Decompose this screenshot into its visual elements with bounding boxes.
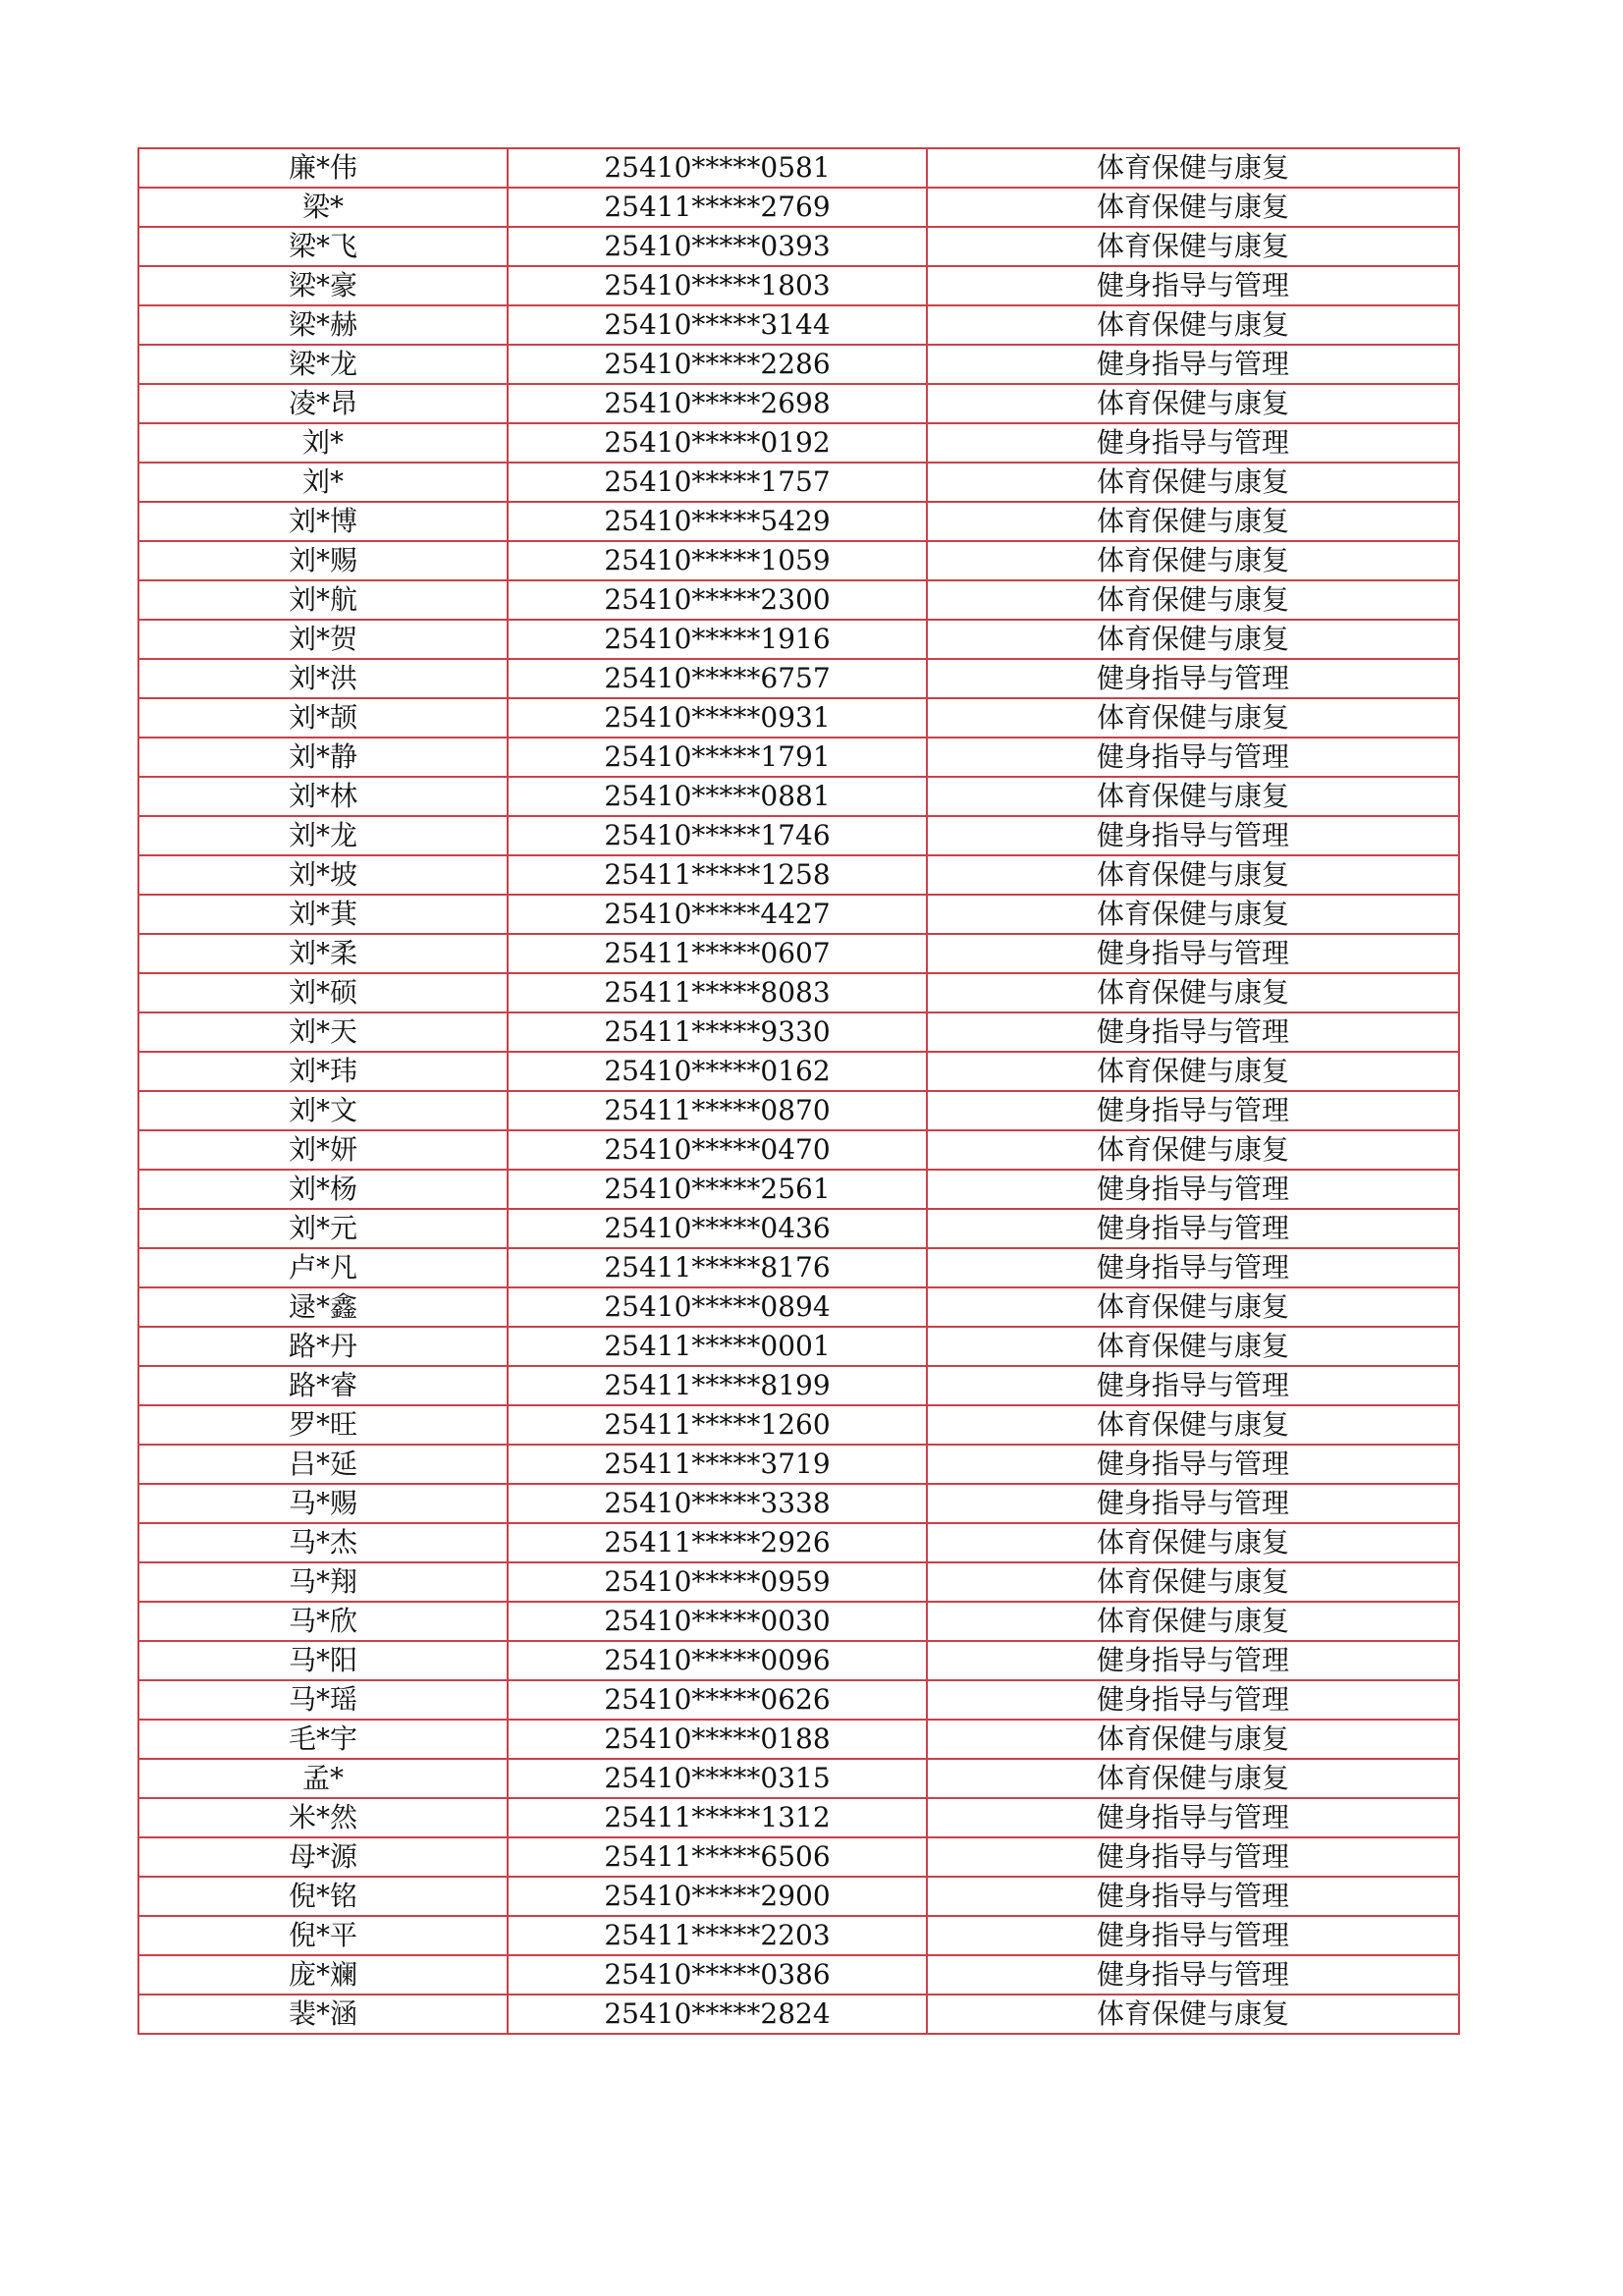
major-cell: 健身指导与管理	[927, 1091, 1459, 1130]
major-cell: 健身指导与管理	[927, 816, 1459, 855]
major-cell: 体育保健与康复	[927, 188, 1459, 227]
major-cell: 体育保健与康复	[927, 1130, 1459, 1170]
student-name-cell: 刘*文	[138, 1091, 508, 1130]
student-name-cell: 刘*贺	[138, 620, 508, 659]
student-name-cell: 吕*延	[138, 1445, 508, 1484]
student-id-cell: 25411*****1312	[508, 1798, 927, 1837]
major-cell: 健身指导与管理	[927, 1916, 1459, 1955]
table-row	[138, 738, 1459, 777]
table-row	[138, 973, 1459, 1012]
major-cell: 体育保健与康复	[927, 1523, 1459, 1562]
student-name-cell: 裴*涵	[138, 1995, 508, 2034]
student-name-cell: 罗*旺	[138, 1405, 508, 1445]
student-id-cell: 25410*****0393	[508, 227, 927, 266]
student-id-cell: 25410*****0470	[508, 1130, 927, 1170]
table-row	[138, 1366, 1459, 1405]
student-id-cell: 25410*****0386	[508, 1955, 927, 1995]
student-name-cell: 刘*妍	[138, 1130, 508, 1170]
student-id-cell: 25411*****8083	[508, 973, 927, 1012]
student-id-cell: 25410*****0315	[508, 1759, 927, 1798]
roster-table	[137, 147, 1460, 2035]
roster-body	[138, 148, 1459, 2034]
student-name-cell: 逯*鑫	[138, 1287, 508, 1327]
major-cell: 健身指导与管理	[927, 934, 1459, 973]
student-name-cell: 梁*	[138, 188, 508, 227]
student-id-cell: 25410*****1791	[508, 738, 927, 777]
student-id-cell: 25410*****0436	[508, 1209, 927, 1248]
major-cell: 体育保健与康复	[927, 227, 1459, 266]
major-cell: 体育保健与康复	[927, 1759, 1459, 1798]
student-id-cell: 25410*****0030	[508, 1602, 927, 1641]
table-row	[138, 148, 1459, 188]
student-id-cell: 25410*****0881	[508, 777, 927, 816]
table-row	[138, 1602, 1459, 1641]
student-name-cell: 梁*赫	[138, 305, 508, 345]
table-row	[138, 620, 1459, 659]
major-cell: 健身指导与管理	[927, 1641, 1459, 1680]
table-row	[138, 1916, 1459, 1955]
student-name-cell: 马*赐	[138, 1484, 508, 1523]
student-name-cell: 刘*林	[138, 777, 508, 816]
major-cell: 体育保健与康复	[927, 502, 1459, 541]
major-cell: 体育保健与康复	[927, 1052, 1459, 1091]
student-id-cell: 25410*****0096	[508, 1641, 927, 1680]
major-cell: 体育保健与康复	[927, 541, 1459, 580]
student-id-cell: 25411*****6506	[508, 1837, 927, 1877]
table-row	[138, 816, 1459, 855]
table-row	[138, 1248, 1459, 1287]
major-cell: 体育保健与康复	[927, 1287, 1459, 1327]
table-row	[138, 227, 1459, 266]
table-row	[138, 1720, 1459, 1759]
major-cell: 健身指导与管理	[927, 266, 1459, 305]
student-id-cell: 25411*****3719	[508, 1445, 927, 1484]
student-id-cell: 25410*****2900	[508, 1877, 927, 1916]
student-name-cell: 刘*玮	[138, 1052, 508, 1091]
major-cell: 体育保健与康复	[927, 620, 1459, 659]
major-cell: 健身指导与管理	[927, 1837, 1459, 1877]
student-name-cell: 庞*斓	[138, 1955, 508, 1995]
major-cell: 体育保健与康复	[927, 1562, 1459, 1602]
student-id-cell: 25411*****1258	[508, 855, 927, 895]
major-cell: 体育保健与康复	[927, 580, 1459, 620]
major-cell: 健身指导与管理	[927, 1248, 1459, 1287]
table-row	[138, 1837, 1459, 1877]
student-name-cell: 廉*伟	[138, 148, 508, 188]
student-name-cell: 刘*元	[138, 1209, 508, 1248]
table-row	[138, 895, 1459, 934]
major-cell: 体育保健与康复	[927, 1327, 1459, 1366]
student-id-cell: 25410*****6757	[508, 659, 927, 698]
major-cell: 体育保健与康复	[927, 777, 1459, 816]
table-row	[138, 1130, 1459, 1170]
major-cell: 健身指导与管理	[927, 1877, 1459, 1916]
student-name-cell: 刘*静	[138, 738, 508, 777]
student-id-cell: 25410*****1916	[508, 620, 927, 659]
student-id-cell: 25411*****2769	[508, 188, 927, 227]
table-row	[138, 1405, 1459, 1445]
table-row	[138, 188, 1459, 227]
student-id-cell: 25410*****2824	[508, 1995, 927, 2034]
table-row	[138, 305, 1459, 345]
student-id-cell: 25410*****3144	[508, 305, 927, 345]
major-cell: 体育保健与康复	[927, 384, 1459, 423]
table-row	[138, 384, 1459, 423]
student-name-cell: 刘*龙	[138, 816, 508, 855]
table-row	[138, 1523, 1459, 1562]
major-cell: 健身指导与管理	[927, 1170, 1459, 1209]
student-id-cell: 25410*****3338	[508, 1484, 927, 1523]
student-id-cell: 25411*****8176	[508, 1248, 927, 1287]
major-cell: 体育保健与康复	[927, 855, 1459, 895]
student-id-cell: 25410*****0581	[508, 148, 927, 188]
student-id-cell: 25411*****2926	[508, 1523, 927, 1562]
major-cell: 健身指导与管理	[927, 1798, 1459, 1837]
table-row	[138, 777, 1459, 816]
table-row	[138, 1052, 1459, 1091]
table-row	[138, 463, 1459, 502]
table-row	[138, 1877, 1459, 1916]
table-row	[138, 423, 1459, 463]
major-cell: 体育保健与康复	[927, 148, 1459, 188]
student-name-cell: 毛*宇	[138, 1720, 508, 1759]
table-row	[138, 1955, 1459, 1995]
major-cell: 健身指导与管理	[927, 738, 1459, 777]
student-id-cell: 25411*****1260	[508, 1405, 927, 1445]
table-row	[138, 1484, 1459, 1523]
student-name-cell: 刘*杨	[138, 1170, 508, 1209]
student-name-cell: 梁*豪	[138, 266, 508, 305]
student-name-cell: 路*丹	[138, 1327, 508, 1366]
student-name-cell: 倪*铭	[138, 1877, 508, 1916]
student-id-cell: 25410*****0626	[508, 1680, 927, 1720]
major-cell: 健身指导与管理	[927, 1012, 1459, 1052]
major-cell: 体育保健与康复	[927, 305, 1459, 345]
student-id-cell: 25410*****0894	[508, 1287, 927, 1327]
major-cell: 健身指导与管理	[927, 345, 1459, 384]
student-id-cell: 25411*****2203	[508, 1916, 927, 1955]
major-cell: 体育保健与康复	[927, 973, 1459, 1012]
student-name-cell: 米*然	[138, 1798, 508, 1837]
major-cell: 健身指导与管理	[927, 423, 1459, 463]
student-name-cell: 刘*洪	[138, 659, 508, 698]
table-row	[138, 659, 1459, 698]
table-row	[138, 1012, 1459, 1052]
major-cell: 健身指导与管理	[927, 1955, 1459, 1995]
student-name-cell: 刘*	[138, 423, 508, 463]
major-cell: 健身指导与管理	[927, 1366, 1459, 1405]
student-id-cell: 25410*****5429	[508, 502, 927, 541]
major-cell: 健身指导与管理	[927, 659, 1459, 698]
student-name-cell: 刘*颉	[138, 698, 508, 738]
table-row	[138, 1327, 1459, 1366]
table-row	[138, 855, 1459, 895]
major-cell: 健身指导与管理	[927, 1680, 1459, 1720]
table-row	[138, 502, 1459, 541]
table-row	[138, 1562, 1459, 1602]
major-cell: 体育保健与康复	[927, 1995, 1459, 2034]
student-name-cell: 刘*萁	[138, 895, 508, 934]
student-name-cell: 马*瑶	[138, 1680, 508, 1720]
student-id-cell: 25410*****2561	[508, 1170, 927, 1209]
major-cell: 体育保健与康复	[927, 698, 1459, 738]
student-name-cell: 刘*柔	[138, 934, 508, 973]
major-cell: 体育保健与康复	[927, 1602, 1459, 1641]
student-id-cell: 25411*****0607	[508, 934, 927, 973]
table-row	[138, 541, 1459, 580]
table-row	[138, 1641, 1459, 1680]
student-name-cell: 刘*硕	[138, 973, 508, 1012]
student-name-cell: 母*源	[138, 1837, 508, 1877]
student-id-cell: 25410*****2286	[508, 345, 927, 384]
student-id-cell: 25410*****0162	[508, 1052, 927, 1091]
student-name-cell: 刘*天	[138, 1012, 508, 1052]
student-id-cell: 25411*****0870	[508, 1091, 927, 1130]
table-row	[138, 1995, 1459, 2034]
student-name-cell: 马*翔	[138, 1562, 508, 1602]
major-cell: 体育保健与康复	[927, 895, 1459, 934]
table-row	[138, 1445, 1459, 1484]
student-id-cell: 25410*****2300	[508, 580, 927, 620]
table-row	[138, 1091, 1459, 1130]
table-row	[138, 1798, 1459, 1837]
major-cell: 健身指导与管理	[927, 1445, 1459, 1484]
student-name-cell: 刘*博	[138, 502, 508, 541]
table-row	[138, 1680, 1459, 1720]
major-cell: 体育保健与康复	[927, 463, 1459, 502]
table-row	[138, 580, 1459, 620]
student-name-cell: 刘*航	[138, 580, 508, 620]
table-row	[138, 345, 1459, 384]
student-id-cell: 25410*****0192	[508, 423, 927, 463]
student-id-cell: 25411*****9330	[508, 1012, 927, 1052]
major-cell: 体育保健与康复	[927, 1405, 1459, 1445]
student-name-cell: 马*杰	[138, 1523, 508, 1562]
student-id-cell: 25411*****0001	[508, 1327, 927, 1366]
student-name-cell: 倪*平	[138, 1916, 508, 1955]
major-cell: 健身指导与管理	[927, 1484, 1459, 1523]
student-id-cell: 25410*****4427	[508, 895, 927, 934]
student-name-cell: 凌*昂	[138, 384, 508, 423]
student-id-cell: 25410*****0931	[508, 698, 927, 738]
student-id-cell: 25410*****1757	[508, 463, 927, 502]
table-row	[138, 698, 1459, 738]
table-row	[138, 934, 1459, 973]
student-id-cell: 25410*****1059	[508, 541, 927, 580]
student-name-cell: 马*阳	[138, 1641, 508, 1680]
major-cell: 体育保健与康复	[927, 1720, 1459, 1759]
student-name-cell: 路*睿	[138, 1366, 508, 1405]
major-cell: 健身指导与管理	[927, 1209, 1459, 1248]
student-name-cell: 梁*龙	[138, 345, 508, 384]
student-name-cell: 梁*飞	[138, 227, 508, 266]
student-name-cell: 刘*	[138, 463, 508, 502]
student-id-cell: 25410*****1803	[508, 266, 927, 305]
table-row	[138, 1759, 1459, 1798]
table-row	[138, 1170, 1459, 1209]
student-id-cell: 25410*****1746	[508, 816, 927, 855]
table-row	[138, 266, 1459, 305]
student-name-cell: 刘*赐	[138, 541, 508, 580]
table-row	[138, 1209, 1459, 1248]
student-id-cell: 25411*****8199	[508, 1366, 927, 1405]
student-name-cell: 刘*坡	[138, 855, 508, 895]
student-id-cell: 25410*****0959	[508, 1562, 927, 1602]
table-row	[138, 1287, 1459, 1327]
student-name-cell: 卢*凡	[138, 1248, 508, 1287]
student-name-cell: 孟*	[138, 1759, 508, 1798]
student-name-cell: 马*欣	[138, 1602, 508, 1641]
student-id-cell: 25410*****2698	[508, 384, 927, 423]
student-id-cell: 25410*****0188	[508, 1720, 927, 1759]
